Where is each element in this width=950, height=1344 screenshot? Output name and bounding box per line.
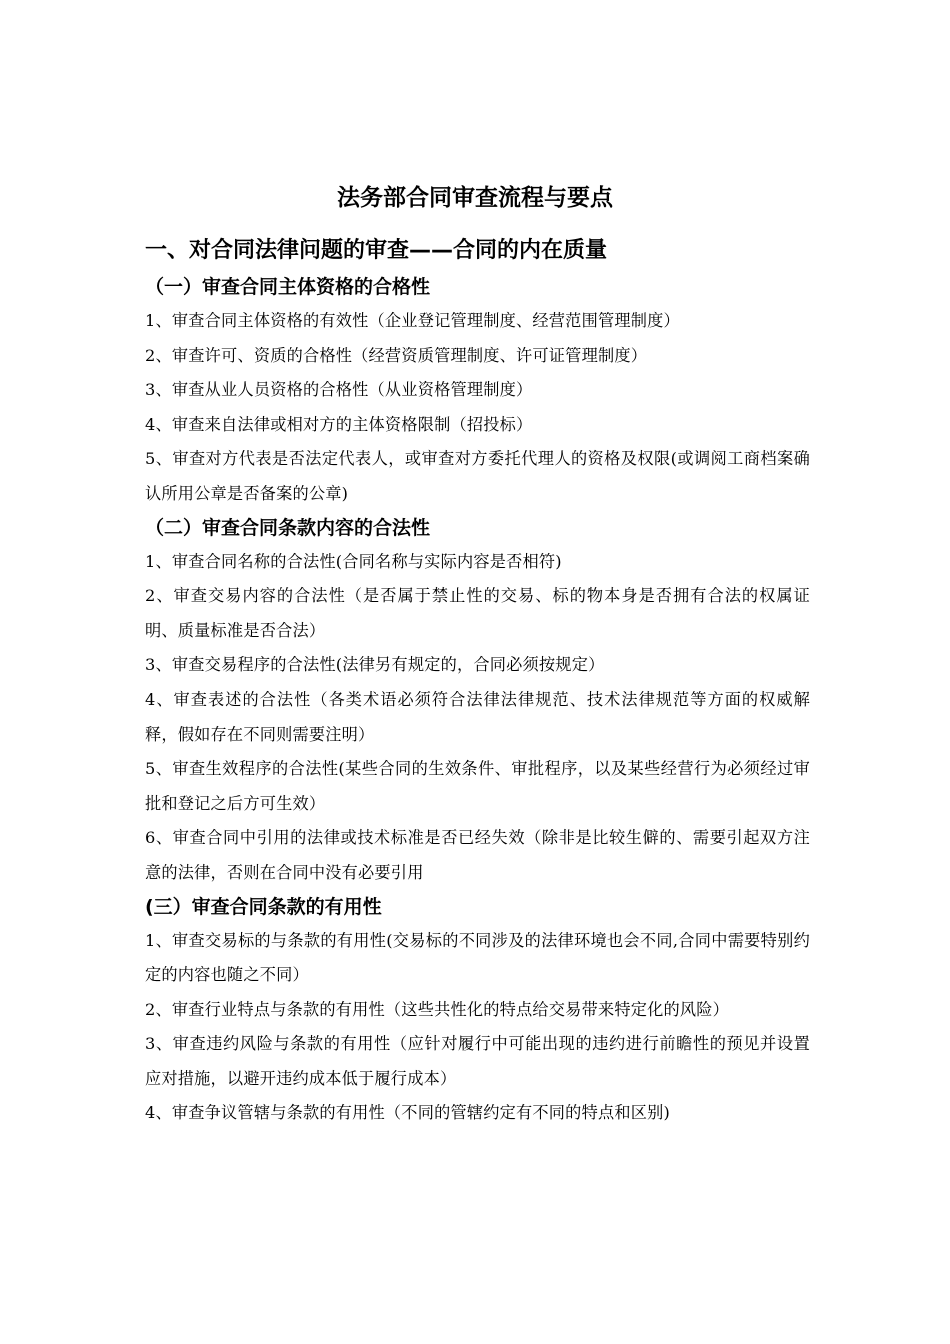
list-item: 4、审查来自法律或相对方的主体资格限制（招投标） xyxy=(145,414,533,434)
list-item: 2、审查许可、资质的合格性（经营资质管理制度、许可证管理制度） xyxy=(145,345,648,365)
list-item: 2、审查行业特点与条款的有用性（这些共性化的特点给交易带来特定化的风险） xyxy=(145,999,730,1019)
list-item: 1、审查合同主体资格的有效性（企业登记管理制度、经营范围管理制度） xyxy=(145,311,680,330)
list-item: 3、审查从业人员资格的合格性（从业资格管理制度） xyxy=(145,380,533,400)
list-item: 2、审查交易内容的合法性（是否属于禁止性的交易、标的物本身是否拥有合法的权属证明、质量标准是否合法） xyxy=(145,586,810,640)
list-item: 3、审查交易程序的合法性(法律另有规定的，合同必须按规定） xyxy=(145,655,605,675)
document-body xyxy=(145,234,810,1131)
section-heading: （二）审查合同条款内容的合法性 xyxy=(145,516,431,539)
section-heading: （一）审查合同主体资格的合格性 xyxy=(145,276,431,298)
list-item: 1、审查交易标的与条款的有用性(交易标的不同涉及的法律环境也会不同,合同中需要特别约定的内容也随之不同） xyxy=(145,930,810,985)
list-item: 6、审查合同中引用的法律或技术标准是否已经失效（除非是比较生僻的、需要引起双方注意的法律，否则在合同中没有必要引用 xyxy=(145,828,810,882)
section-subject-qualification xyxy=(145,271,810,512)
list-item: 4、审查争议管辖与条款的有用性（不同的管辖约定有不同的特点和区别) xyxy=(145,1103,671,1123)
heading-level1: 一、对合同法律问题的审查——合同的内在质量 xyxy=(145,238,608,263)
list-item: 4、审查表述的合法性（各类术语必须符合法律法律规范、技术法律规范等方面的权威解释，假如存在不同则需要注明） xyxy=(145,689,810,744)
list-item: 5、审查生效程序的合法性(某些合同的生效条件、审批程序，以及某些经营行为必须经过审批和登记之后方可生效） xyxy=(145,759,810,813)
list-item: 5、审查对方代表是否法定代表人，或审查对方委托代理人的资格及权限(或调阅工商档案确认所用公章是否备案的公章) xyxy=(145,449,810,503)
list-item: 1、审查合同名称的合法性(合同名称与实际内容是否相符) xyxy=(145,551,562,571)
list-item: 3、审查违约风险与条款的有用性（应针对履行中可能出现的违约进行前瞻性的预见并设置应对措施，以避开违约成本低于履行成本） xyxy=(145,1034,810,1088)
section-clause-usefulness xyxy=(145,891,810,1132)
document-title: 法务部合同审查流程与要点 xyxy=(337,185,613,211)
section-clause-legality xyxy=(145,512,810,891)
section-heading: (三）审查合同条款的有用性 xyxy=(145,895,382,918)
